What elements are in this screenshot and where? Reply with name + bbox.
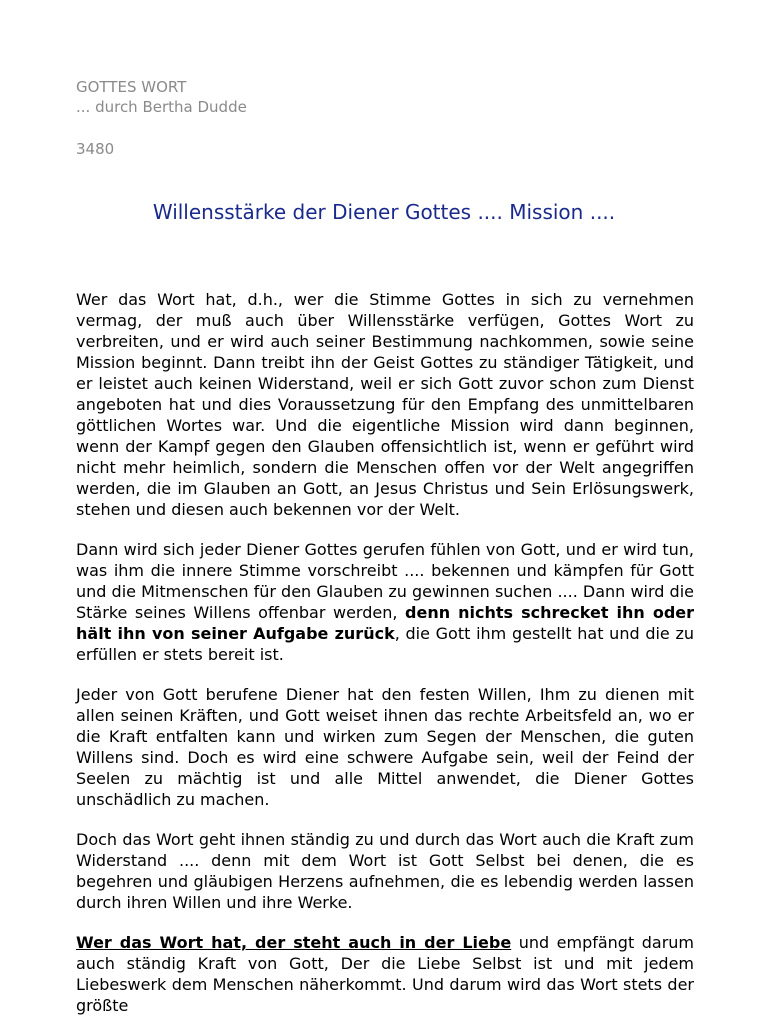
paragraph-1: Wer das Wort hat, d.h., wer die Stimme Gottes in sich zu vernehmen vermag, der muß auch über Willensstärke verfügen, Gottes Wort zu verbreiten, und er wird auch seiner Bestimmung nachkommen, sowie seine Mission beginnt. Dann treibt ihn der Geist Gottes zu ständiger Tätigkeit, und er leistet auch keinen Widerstand, weil er sich Gott zuvor schon zum Dienst angeboten hat und dies Voraussetzung für den Empfang des unmittelbaren göttlichen Wortes war. Und die eigentliche Mission wird dann beginnen, wenn der Kampf gegen den Glauben offensichtlich ist, wenn er geführt wird nicht mehr heimlich, sondern die Menschen offen vor der Welt angegriffen werden, die im Glauben an Gott, an Jesus Christus und Sein Erlösungswerk, stehen und diesen auch bekennen vor der Welt. bbox=[76, 290, 694, 519]
document-body bbox=[76, 289, 694, 1035]
header-author: ... durch Bertha Dudde bbox=[76, 98, 247, 116]
paragraph-5-text: und empfängt darum auch ständig Kraft von Gott, Der die Liebe Selbst ist und mit jedem Liebeswerk dem Menschen näherkommt. Und darum wird das Wort stets der größte bbox=[76, 933, 694, 1015]
header-title: GOTTES WORT bbox=[76, 78, 187, 96]
paragraph-5-underlined: Wer das Wort hat, der steht auch in der Liebe bbox=[76, 933, 512, 952]
paragraph-2 bbox=[76, 539, 694, 665]
paragraph-2-text-c: , die Gott ihm gestellt hat und die zu erfüllen er stets bereit ist. bbox=[76, 624, 695, 664]
document-header bbox=[76, 77, 247, 117]
paragraph-3: Jeder von Gott berufene Diener hat den festen Willen, Ihm zu dienen mit allen seinen Kräften, und Gott weiset ihnen das rechte Arbeitsfeld an, wo er die Kraft entfalten kann und wirken zum Segen der Menschen, die guten Willens sind. Doch es wird eine schwere Aufgabe sein, weil der Feind der Seelen zu mächtig ist und alle Mittel anwendet, die Diener Gottes unschädlich zu machen. bbox=[76, 685, 694, 809]
paragraph-2-text-a: Dann wird sich jeder Diener Gottes gerufen fühlen von Gott, und er wird tun, was ihm die innere Stimme vorschreibt .... bekennen und kämpfen für Gott und die Mitmenschen für den Glauben zu gewinnen suchen .... Dann wird die Stärke seines Willens offenbar werden, bbox=[76, 540, 694, 622]
paragraph-5 bbox=[76, 932, 694, 1016]
paragraph-2-bold: denn nichts schrecket ihn oder hält ihn von seiner Aufgabe zurück bbox=[76, 603, 695, 643]
paragraph-4: Doch das Wort geht ihnen ständig zu und durch das Wort auch die Kraft zum Widerstand .... denn mit dem Wort ist Gott Selbst bei denen, die es begehren und gläubigen Herzens aufnehmen, die es lebendig werden lassen durch ihren Willen und ihre Werke. bbox=[76, 830, 694, 912]
page-title: Willensstärke der Diener Gottes .... Mission .... bbox=[152, 200, 616, 224]
document-number: 3480 bbox=[76, 140, 115, 158]
